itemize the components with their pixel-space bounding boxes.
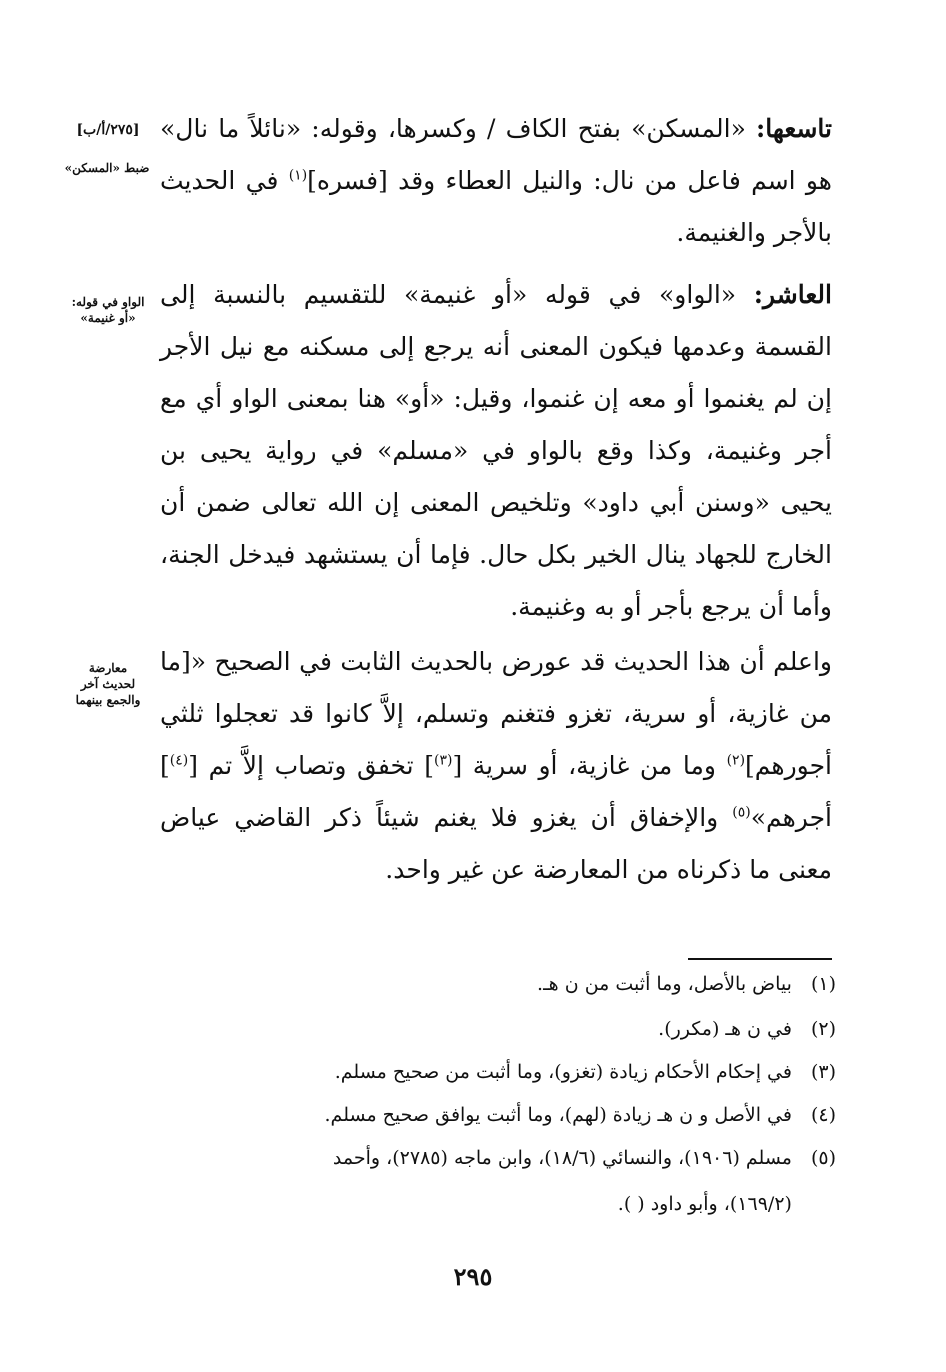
footnote-5-continued	[156, 1190, 836, 1218]
paragraph-ninth	[160, 103, 832, 259]
footnote-number: (٤)	[810, 1104, 836, 1126]
footnote-ref[interactable]: (٣)	[433, 752, 453, 769]
footnote-ref[interactable]: (٢)	[726, 752, 746, 769]
paragraph-text: ] تخفق وتصاب إلاَّ تم [	[188, 751, 434, 780]
footnote-2	[156, 1015, 836, 1043]
footnote-1	[156, 970, 836, 998]
margin-note-line: لحديث آخر	[80, 677, 136, 691]
margin-note-waw	[60, 294, 156, 326]
paragraph-text: في الحديث بالأجر والغنيمة.	[160, 166, 832, 247]
paragraph-lead: العاشر:	[753, 280, 832, 309]
footnote-number: (١)	[810, 973, 836, 995]
paragraph-know	[160, 636, 832, 896]
footnote-number: (٥)	[810, 1147, 836, 1169]
margin-note-line: «أو غنيمة»	[80, 311, 136, 325]
paragraph-text: ] أجرهم»	[160, 751, 832, 832]
footnote-number: (٣)	[810, 1061, 836, 1083]
paragraph-text: وما من غازية، أو سرية [	[452, 751, 727, 780]
paragraph-tenth	[160, 269, 832, 633]
margin-note-line: الواو في قوله:	[71, 295, 145, 309]
footnote-5	[156, 1144, 836, 1172]
footnote-ref[interactable]: (٤)	[169, 752, 189, 769]
footnote-text: بياض بالأصل، وما أثبت من ن هـ.	[537, 973, 792, 995]
footnote-text: مسلم (١٩٠٦)، والنسائي (١٨/٦)، وابن ماجه (٢٧٨٥)، وأحمد	[332, 1147, 792, 1169]
paragraph-text: واعلم أن هذا الحديث قد عورض بالحديث الثابت في الصحيح «[ما من غازية، أو سرية، تغزو فتغنم وتسلم، إلاَّ كانوا قد تعجلوا ثلثي أجورهم]	[160, 647, 832, 780]
margin-note-line: والجمع بينهما	[75, 693, 141, 707]
footnote-ref[interactable]: (٥)	[732, 804, 751, 821]
footnote-text: (١٦٩/٢)، وأبو داود ( ).	[617, 1193, 792, 1215]
margin-note-maskan: ضبط «المسكن»	[64, 161, 150, 175]
margin-note-contradiction	[60, 660, 156, 708]
footnote-4	[156, 1101, 836, 1129]
footnote-ref[interactable]: (١)	[288, 167, 308, 184]
footnote-separator	[688, 958, 832, 960]
footnote-3	[156, 1058, 836, 1086]
margin-note-line: معارضة	[88, 661, 128, 675]
paragraph-text: «المسكن» بفتح الكاف / وكسرها، وقوله: «نائلاً ما نال» هو اسم فاعل من نال: والنيل العطاء وقد [فسره]	[160, 114, 832, 195]
paragraph-lead: تاسعها:	[756, 114, 832, 143]
footnote-text: في الأصل و ن هـ زيادة (لهم)، وما أثبت يوافق صحيح مسلم.	[324, 1104, 792, 1126]
footnote-text: في ن هـ (مكرر).	[658, 1018, 792, 1040]
footnote-text: في إحكام الأحكام زيادة (تغزو)، وما أثبت من صحيح مسلم.	[334, 1061, 792, 1083]
paragraph-text: «الواو» في قوله «أو غنيمة» للتقسيم بالنسبة إلى القسمة وعدمها فيكون المعنى أنه يرجع إلى مسكنه مع نيل الأجر إن لم يغنموا أو معه إن غنموا، وقيل: «أو» هنا بمعنى الواو أي مع أجر وغنيمة، وكذا وقع بالواو في «مسلم» في رواية يحيى بن يحيى «وسنن أبي داود» وتلخيص المعنى إن الله تعالى ضمن أن الخارج للجهاد ينال الخير بكل حال. فإما أن يستشهد فيدخل الجنة، وأما أن يرجع بأجر أو به وغنيمة.	[160, 280, 832, 621]
folio-marker: [٢٧٥/أ/ب]	[76, 122, 140, 138]
paragraph-text: والإخفاق أن يغزو فلا يغنم شيئاً ذكر القاضي عياض معنى ما ذكرناه من المعارضة عن غير واحد.	[160, 803, 832, 884]
page-number: ٢٩٥	[453, 1262, 493, 1291]
footnote-number: (٢)	[810, 1018, 836, 1040]
